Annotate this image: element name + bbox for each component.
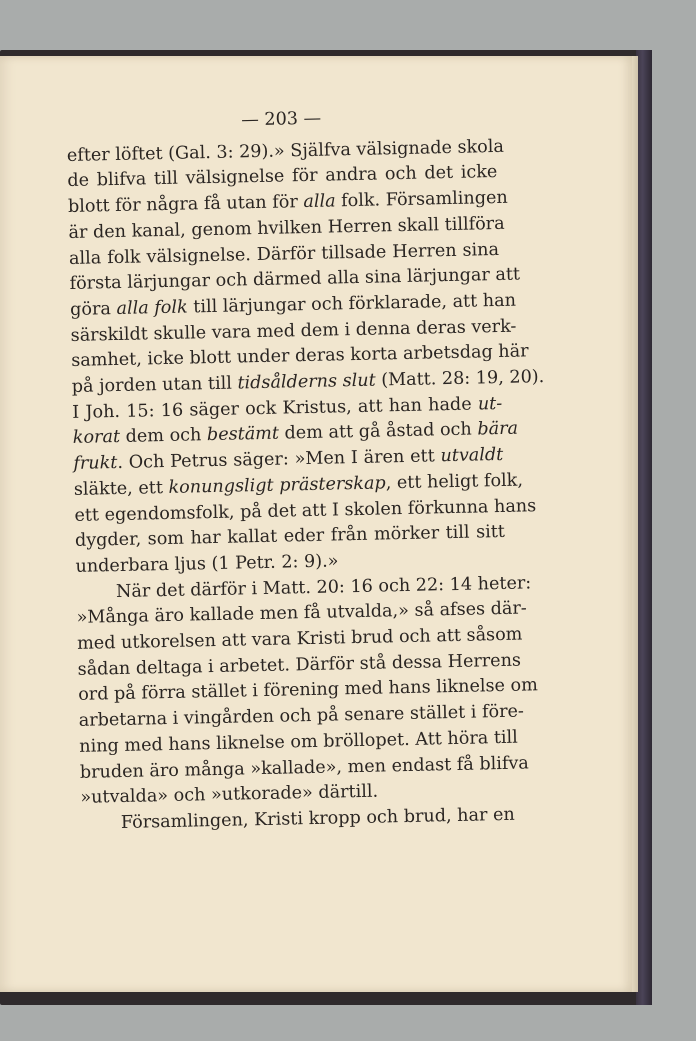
italic-text: korat: [72, 427, 121, 449]
page-fore-edge: [632, 56, 638, 992]
text-run: , ett heligt folk,: [385, 470, 524, 494]
text-run: underbara ljus (1 Petr. 2: 9).»: [75, 551, 339, 577]
text-run: på jorden utan till: [71, 373, 238, 397]
text-run: särskildt skulle vara med dem i denna deras verk-: [70, 316, 517, 346]
italic-text: alla folk: [116, 297, 188, 319]
text-run: arbetarna i vingården och på senare stället i före-: [78, 701, 525, 732]
text-run: alla folk välsignelse. Därför tillsade Herren sina: [68, 239, 500, 269]
text-run: När det därför i Matt. 20: 16 och 22: 14 heter:: [115, 573, 532, 602]
text-run: efter löftet (Gal. 3: 29).» Själfva välsignade skola: [66, 136, 505, 166]
text-run: I Joh. 15: 16 säger ock Kristus, att han hade: [72, 394, 479, 423]
text-run: ett egendomsfolk, på det att I skolen förkunna hans: [74, 495, 537, 526]
italic-text: ut-: [477, 393, 503, 415]
italic-text: tidsålderns slut: [237, 370, 376, 394]
book-cover-edge: [636, 50, 652, 1005]
text-run: »Många äro kallade men få utvalda,» så afses där-: [76, 598, 527, 629]
text-run: bruden äro många »kallade», men endast få blifva: [79, 753, 530, 783]
text-run: släkte, ett: [73, 477, 169, 500]
italic-text: frukt: [73, 453, 118, 475]
italic-text: bestämt: [206, 424, 280, 446]
text-run: dygder, som har kallat eder från mörker till sitt: [74, 522, 506, 552]
text-run: ord på förra stället i förening med hans liknelse om: [78, 675, 539, 706]
text-lines: [66, 135, 545, 838]
text-run: folk. Församlingen: [335, 187, 508, 212]
text-run: till lärjungar och förklarade, att han: [187, 290, 517, 318]
text-run: . Och Petrus säger: »Men I ären ett: [117, 446, 441, 474]
text-run: är den kanal, genom hvilken Herren skall tillföra: [68, 213, 505, 243]
text-run: med utkorelsen att vara Kristi brud och att såsom: [76, 624, 523, 654]
text-run: (Matt. 28: 19, 20).: [375, 367, 545, 391]
italic-text: bära: [477, 419, 519, 440]
italic-text: konungsligt prästerskap: [168, 473, 386, 498]
text-run: göra: [69, 298, 117, 320]
text-run: Församlingen, Kristi kropp och brud, har en: [120, 804, 515, 833]
text-run: »utvalda» och »utkorade» därtill.: [80, 781, 379, 809]
text-run: de blifva till välsignelse för andra och det icke: [67, 162, 498, 192]
italic-text: alla: [303, 191, 336, 213]
text-run: ning med hans liknelse om bröllopet. Att höra till: [79, 727, 519, 757]
text-run: samhet, icke blott under deras korta arbetsdag här: [71, 341, 529, 372]
italic-text: utvaldt: [440, 445, 504, 467]
text-run: blott för några få utan för: [67, 192, 304, 218]
page-number: — 203 —: [241, 108, 322, 131]
text-run: sådan deltaga i arbetet. Därför stå dessa Herrens: [77, 650, 522, 680]
text-run: dem och: [119, 425, 208, 448]
text-run: första lärjungar och därmed alla sina lärjungar att: [69, 264, 521, 295]
text-run: dem att gå åstad och: [278, 419, 478, 445]
page-text: [66, 103, 545, 838]
